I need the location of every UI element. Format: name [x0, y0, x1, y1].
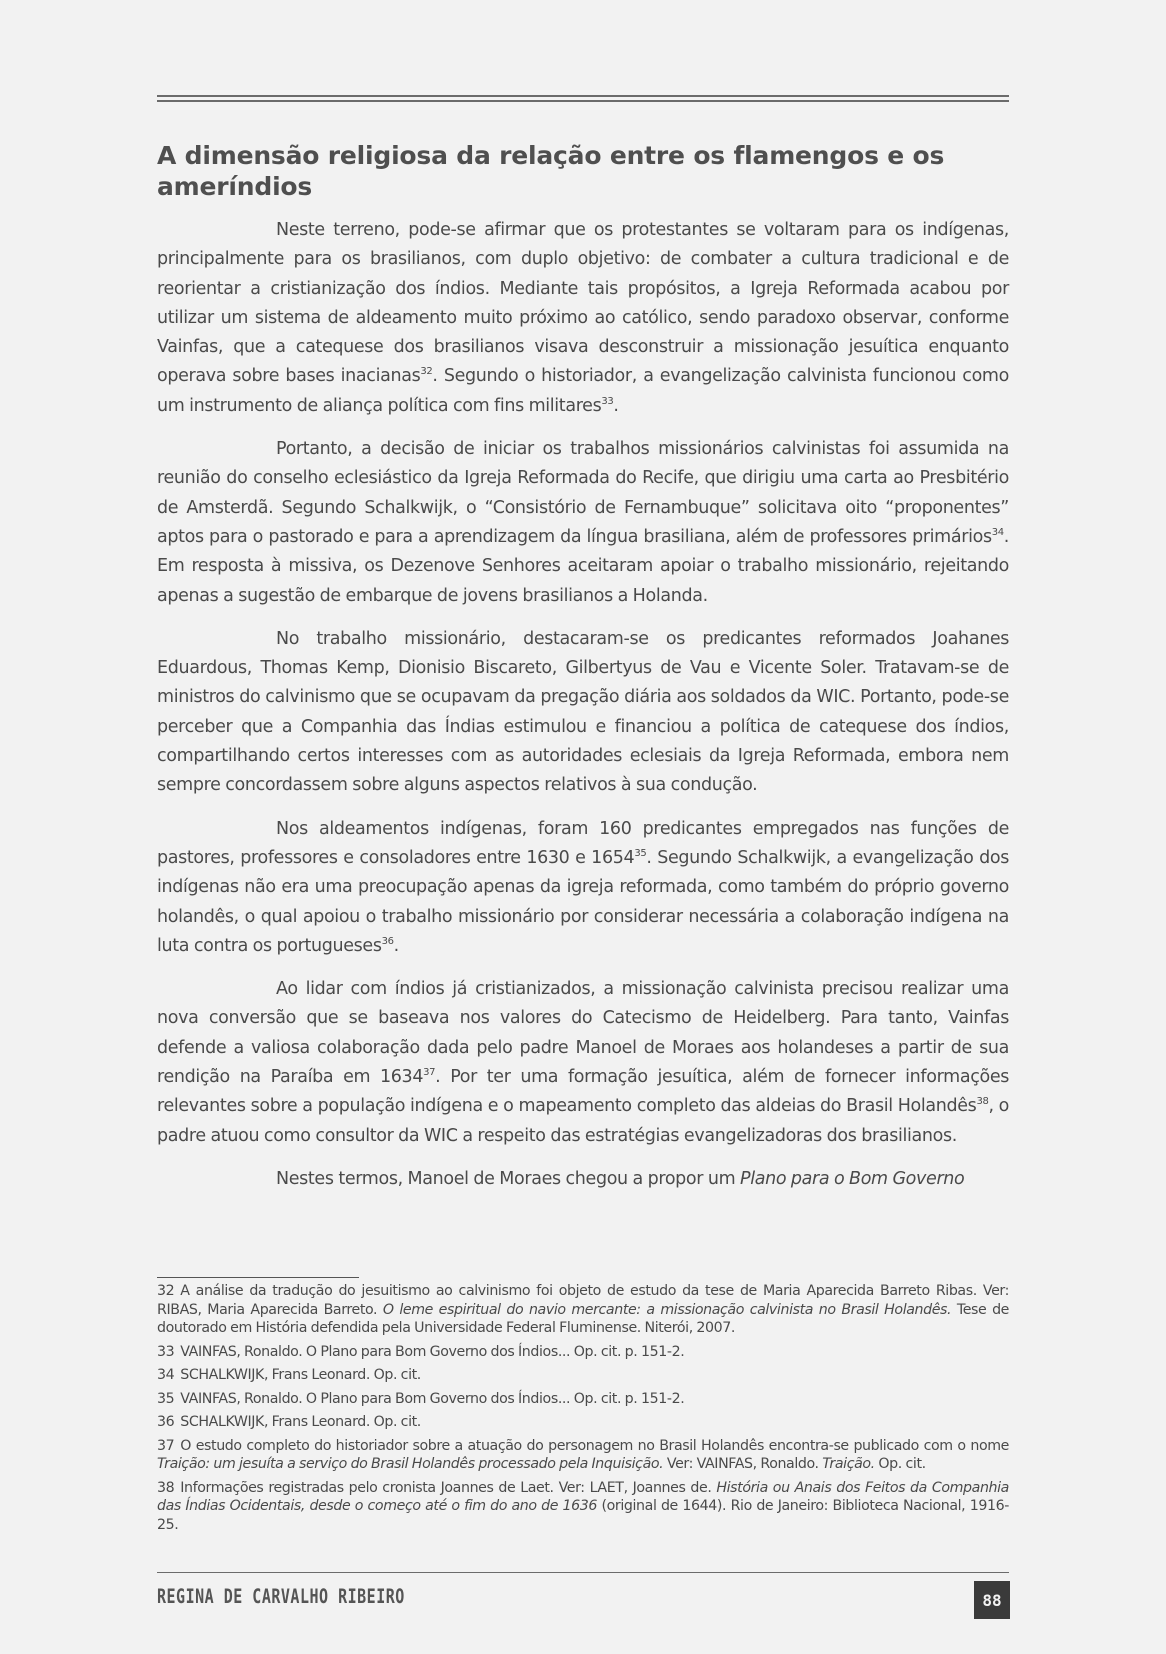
section-heading: A dimensão religiosa da relação entre os flamengos e os ameríndios	[157, 141, 945, 201]
body-paragraph	[157, 625, 1009, 801]
footnote-reference: 37	[423, 1067, 436, 1079]
footnote	[157, 1437, 1009, 1474]
footnote	[157, 1282, 1009, 1338]
footnote-reference: 33	[601, 395, 614, 407]
text-segment: Ao lidar com índios já cristianizados, a missionação calvinista precisou realizar uma nova conversão que se baseava nos valores do Catecismo de Heidelberg. Para tanto, Vainfas defende a valiosa colaboração dada pelo padre Manoel de Moraes aos holandeses a partir de sua rendição na Paraíba em 1634	[157, 979, 1009, 1088]
footer-rule	[157, 1572, 1009, 1573]
page-number: 88	[974, 1581, 1010, 1619]
text-segment: SCHALKWIJK, Frans Leonard. Op. cit.	[180, 1414, 421, 1430]
italic-title: Traição.	[822, 1456, 875, 1472]
text-segment: Portanto, a decisão de iniciar os trabalhos missionários calvinistas foi assumida na reunião do conselho eclesiástico da Igreja Reformada do Recife, que dirigiu uma carta ao Presbitério de Amsterdã. Segundo Schalkwijk, o “Consistório de Fernambuque” solicitava oito “proponentes” aptos para o pastorado e para a aprendizagem da língua brasiliana, além de professores primários	[157, 439, 1009, 547]
italic-title: Plano para o Bom Governo	[740, 1168, 965, 1189]
text-segment: . Segundo o historiador, a evangelização calvinista funcionou como um instrumento de aliança política com fins militares	[157, 366, 1009, 416]
text-segment: Nestes termos, Manoel de Moraes chegou a propor um	[276, 1168, 741, 1189]
body-paragraph	[157, 216, 1009, 421]
text-segment: SCHALKWIJK, Frans Leonard. Op. cit.	[180, 1367, 421, 1383]
text-segment: VAINFAS, Ronaldo. O Plano para Bom Governo dos Índios... Op. cit. p. 151-2.	[180, 1343, 685, 1360]
italic-title: O leme espiritual do navio mercante: a missionação calvinista no Brasil Holandês.	[382, 1301, 952, 1318]
main-content	[157, 140, 1009, 1208]
footnote-number: 36	[157, 1414, 175, 1430]
footnote	[157, 1390, 1009, 1409]
text-segment: Tese de doutorado em História defendida pela Universidade Federal Fluminense. Niterói, 2007.	[157, 1301, 1010, 1336]
footer-author: REGINA DE CARVALHO RIBEIRO	[157, 1585, 405, 1609]
text-segment: Ver: VAINFAS, Ronaldo.	[663, 1456, 823, 1472]
footnote	[157, 1479, 1009, 1535]
body-paragraph	[157, 435, 1009, 611]
header-rule-bottom	[157, 100, 1009, 102]
footnote	[157, 1343, 1009, 1362]
text-segment: Informações registradas pelo cronista Joannes de Laet. Ver: LAET, Joannes de.	[180, 1479, 717, 1496]
text-segment: VAINFAS, Ronaldo. O Plano para Bom Governo dos Índios... Op. cit. p. 151-2.	[180, 1390, 685, 1407]
text-segment: O estudo completo do historiador sobre a atuação do personagem no Brasil Holandês encontra-se publicado com o nome	[180, 1437, 1009, 1454]
header-rule-top	[157, 95, 1009, 97]
body-paragraph	[157, 1165, 1009, 1194]
text-segment: .	[393, 935, 399, 956]
footnote-number: 32	[157, 1283, 175, 1299]
text-segment: (original de 1644). Rio de Janeiro: Biblioteca Nacional, 1916-25.	[157, 1498, 1009, 1533]
footnote-number: 35	[157, 1390, 175, 1407]
text-segment: Neste terreno, pode-se afirmar que os protestantes se voltaram para os indígenas, principalmente para os brasilianos, com duplo objetivo: de combater a cultura tradicional e de reorientar a cristianização dos índios. Mediante tais propósitos, a Igreja Reformada acabou por utilizar um sistema de aldeamento muito próximo ao católico, sendo paradoxo observar, conforme Vainfas, que a catequese dos brasilianos visava desconstruir a missionação jesuítica enquanto operava sobre bases inacianas	[157, 220, 1009, 387]
body-paragraph	[157, 975, 1009, 1151]
footnotes	[157, 1282, 1009, 1539]
text-segment: No trabalho missionário, destacaram-se os predicantes reformados Joahanes Eduardous, Thomas Kemp, Dionisio Biscareto, Gilbertyus de Vau e Vicente Soler. Tratavam-se de ministros do calvinismo que se ocupavam da pregação diária aos soldados da WIC. Portanto, pode-se perceber que a Companhia das Índias estimulou e financiou a política de catequese dos índios, compartilhando certos interesses com as autoridades eclesiais da Igreja Reformada, embora nem sempre concordassem sobre alguns aspectos relativos à sua condução.	[157, 628, 1009, 796]
footnote-number: 34	[157, 1367, 175, 1383]
footnote-separator	[157, 1277, 359, 1278]
footnote-reference: 35	[634, 848, 647, 860]
footnote-number: 38	[157, 1479, 175, 1496]
italic-title: História ou Anais dos Feitos da Companhia das Índias Ocidentais, desde o começo até o fim do ano de 1636	[157, 1479, 1009, 1514]
footnote-reference: 38	[976, 1096, 989, 1108]
text-segment: . Segundo Schalkwijk, a evangelização dos indígenas não era uma preocupação apenas da igreja reformada, como também do próprio governo holandês, o qual apoiou o trabalho missionário por considerar necessária a colaboração indígena na luta contra os portugueses	[157, 847, 1009, 956]
footnote-reference: 36	[381, 936, 394, 947]
footnote-reference: 32	[420, 366, 433, 378]
italic-title: Traição: um jesuíta a serviço do Brasil Holandês processado pela Inquisição.	[157, 1456, 664, 1472]
text-segment: Op. cit.	[874, 1456, 926, 1472]
footnote-number: 37	[157, 1437, 175, 1454]
text-segment: . Em resposta à missiva, os Dezenove Senhores aceitaram apoiar o trabalho missionário, rejeitando apenas a sugestão de embarque de jovens brasilianos a Holanda.	[157, 526, 1009, 606]
footnote	[157, 1366, 1009, 1385]
body-paragraphs	[157, 216, 1009, 1194]
text-segment: , o padre atuou como consultor da WIC a respeito das estratégias evangelizadoras dos brasilianos.	[157, 1096, 1009, 1146]
text-segment: . Por ter uma formação jesuítica, além de fornecer informações relevantes sobre a população indígena e o mapeamento completo das aldeias do Brasil Holandês	[157, 1067, 1010, 1117]
body-paragraph	[157, 815, 1009, 961]
text-segment: Nos aldeamentos indígenas, foram 160 predicantes empregados nas funções de pastores, professores e consoladores entre 1630 e 1654	[157, 818, 1009, 868]
footnote-number: 33	[157, 1343, 175, 1360]
footnote-reference: 34	[991, 527, 1004, 539]
footnote	[157, 1413, 1009, 1432]
text-segment: A análise da tradução do jesuitismo ao calvinismo foi objeto de estudo da tese de Maria Aparecida Barreto Ribas. Ver: RIBAS, Maria Aparecida Barreto.	[157, 1283, 1009, 1318]
text-segment: .	[613, 395, 619, 416]
